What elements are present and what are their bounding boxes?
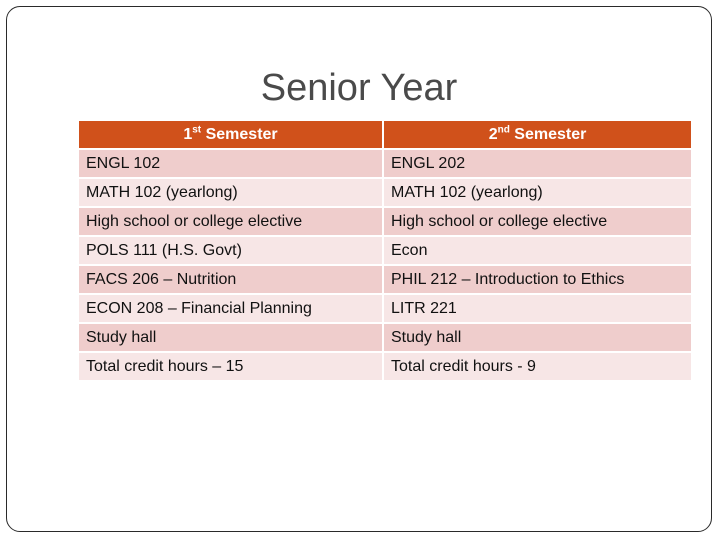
header-second-semester bbox=[384, 121, 691, 150]
header-ordinal-suffix: st bbox=[192, 124, 202, 136]
cell-second-semester: Total credit hours - 9 bbox=[384, 353, 691, 382]
cell-first-semester: ENGL 102 bbox=[79, 150, 384, 179]
cell-second-semester: PHIL 212 – Introduction to Ethics bbox=[384, 266, 691, 295]
cell-first-semester: MATH 102 (yearlong) bbox=[79, 179, 384, 208]
slide-title: Senior Year bbox=[260, 67, 458, 109]
cell-first-semester: FACS 206 – Nutrition bbox=[79, 266, 384, 295]
cell-first-semester: High school or college elective bbox=[79, 208, 384, 237]
slide-frame bbox=[6, 6, 712, 532]
cell-first-semester: Study hall bbox=[79, 324, 384, 353]
header-label: Semester bbox=[205, 125, 278, 143]
table-row bbox=[79, 353, 691, 382]
table-row bbox=[79, 208, 691, 237]
table-row bbox=[79, 295, 691, 324]
cell-second-semester: Study hall bbox=[384, 324, 691, 353]
cell-second-semester: LITR 221 bbox=[384, 295, 691, 324]
header-number: 2 bbox=[488, 125, 498, 143]
header-row bbox=[79, 121, 691, 150]
table-row bbox=[79, 324, 691, 353]
table-row bbox=[79, 237, 691, 266]
table-row bbox=[79, 150, 691, 179]
cell-second-semester: MATH 102 (yearlong) bbox=[384, 179, 691, 208]
cell-second-semester: High school or college elective bbox=[384, 208, 691, 237]
schedule-table bbox=[79, 121, 691, 382]
header-first-semester bbox=[79, 121, 384, 150]
cell-second-semester: Econ bbox=[384, 237, 691, 266]
table-row bbox=[79, 179, 691, 208]
cell-second-semester: ENGL 202 bbox=[384, 150, 691, 179]
cell-first-semester: POLS 111 (H.S. Govt) bbox=[79, 237, 384, 266]
header-ordinal-suffix: nd bbox=[497, 124, 510, 136]
header-number: 1 bbox=[183, 125, 193, 143]
table-row bbox=[79, 266, 691, 295]
cell-first-semester: ECON 208 – Financial Planning bbox=[79, 295, 384, 324]
cell-first-semester: Total credit hours – 15 bbox=[79, 353, 384, 382]
header-label: Semester bbox=[514, 125, 587, 143]
